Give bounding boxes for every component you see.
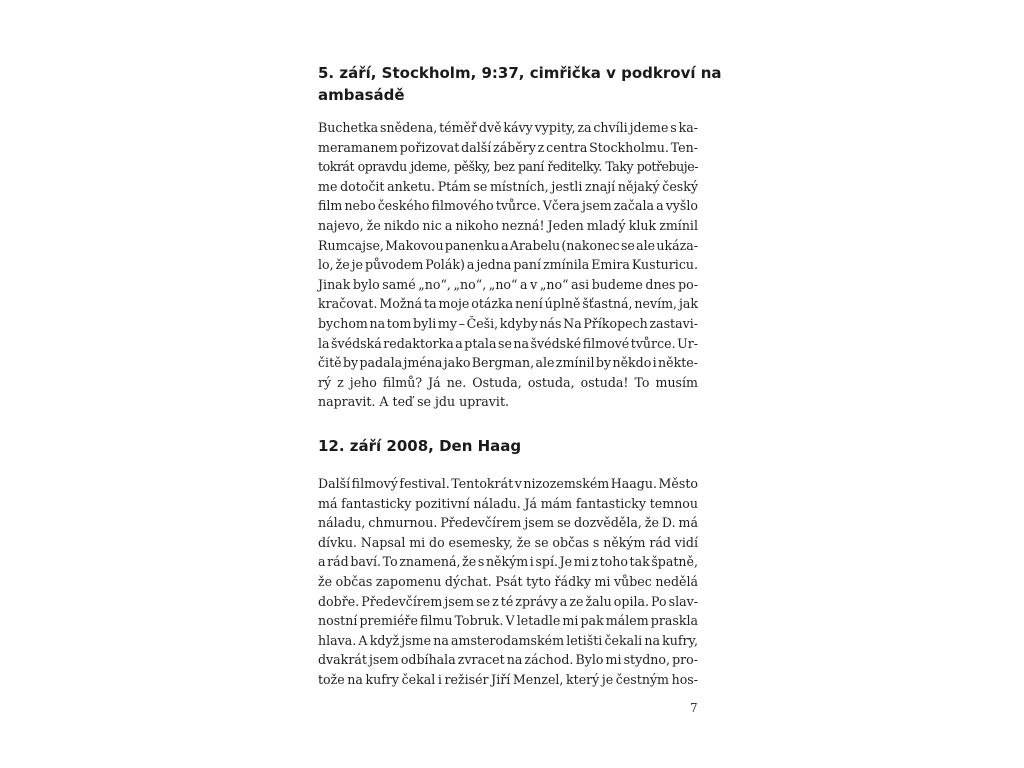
text-line: lo, že je původem Polák) a jedna paní zmínila Emira Kusturicu.	[318, 257, 698, 273]
section-heading-stockholm	[318, 62, 722, 106]
text-line: dobře. Předevčírem jsem se z té zprávy a ze žalu opila. Po slav-	[318, 593, 698, 609]
section-body-den-haag	[318, 474, 698, 690]
text-line: dívku. Napsal mi do esemesky, že se občas s někým rád vidí	[318, 534, 698, 550]
text-line: a rád baví. To znamená, že s někým i spí. Je mi z toho tak špatně,	[318, 554, 698, 570]
text-line: napravit. A teď se jdu upravit.	[318, 394, 510, 410]
text-line: Buchetka snědena, téměř dvě kávy vypity, za chvíli jdeme s ka-	[318, 120, 698, 135]
text-line: čitě by padala jména jako Bergman, ale zmínil by někdo i někte-	[318, 355, 698, 371]
section-heading-den-haag	[318, 435, 698, 457]
text-line: najevo, že nikdo nic a nikoho nezná! Jeden mladý kluk zmínil	[318, 217, 698, 233]
text-line: bychom na tom byli my – Češi, kdyby nás Na Příkopech zastavi-	[318, 315, 698, 331]
text-line: dvakrát jsem odbíhala zvracet na záchod. Bylo mi stydno, pro-	[318, 652, 698, 668]
text-line: meramanem pořizovat další záběry z centra Stockholmu. Ten-	[318, 139, 698, 155]
text-line: náladu, chmurnou. Předevčírem jsem se dozvěděla, že D. má	[318, 515, 698, 531]
text-line: rý z jeho filmů? Já ne. Ostuda, ostuda, ostuda! To musím	[318, 374, 698, 390]
text-line: me dotočit anketu. Ptám se místních, jestli znají nějaký český	[318, 178, 698, 194]
text-line: nostní premiéře filmu Tobruk. V letadle mi pak málem praskla	[318, 613, 698, 629]
heading-line: 12. září 2008, Den Haag	[318, 437, 522, 455]
text-line: tože na kufry čekal i režisér Jiří Menzel, který je čestným hos-	[318, 671, 698, 687]
heading-line: 5. září, Stockholm, 9:37, cimřička v podkroví na	[318, 64, 722, 82]
text-line: film nebo českého filmového tvůrce. Včera jsem začala a vyšlo	[318, 198, 698, 214]
text-line: že občas zapomenu dýchat. Psát tyto řádky mi vůbec nedělá	[318, 573, 698, 589]
text-line: Další filmový festival. Tentokrát v nizozemském Haagu. Město	[318, 476, 698, 491]
text-line: Jinak bylo samé „no“, „no“, „no“ a v „no“ asi budeme dnes po-	[318, 276, 698, 292]
text-line: kračovat. Možná ta moje otázka není úplně šťastná, nevím, jak	[318, 296, 698, 312]
text-line: má fantasticky pozitivní náladu. Já mám fantasticky temnou	[318, 495, 698, 511]
text-line: Rumcajse, Makovou panenku a Arabelu (nakonec se ale ukáza-	[318, 237, 698, 253]
section-body-stockholm	[318, 118, 698, 412]
page-number: 7	[690, 701, 698, 715]
heading-line: ambasádě	[318, 86, 405, 104]
text-line: hlava. A když jsme na amsterodamském letišti čekali na kufry,	[318, 632, 698, 648]
text-line: la švédská redaktorka a ptala se na švédské filmové tvůrce. Ur-	[318, 335, 698, 351]
text-line: tokrát opravdu jdeme, pěšky, bez paní ředitelky. Taky potřebuje-	[318, 159, 698, 175]
